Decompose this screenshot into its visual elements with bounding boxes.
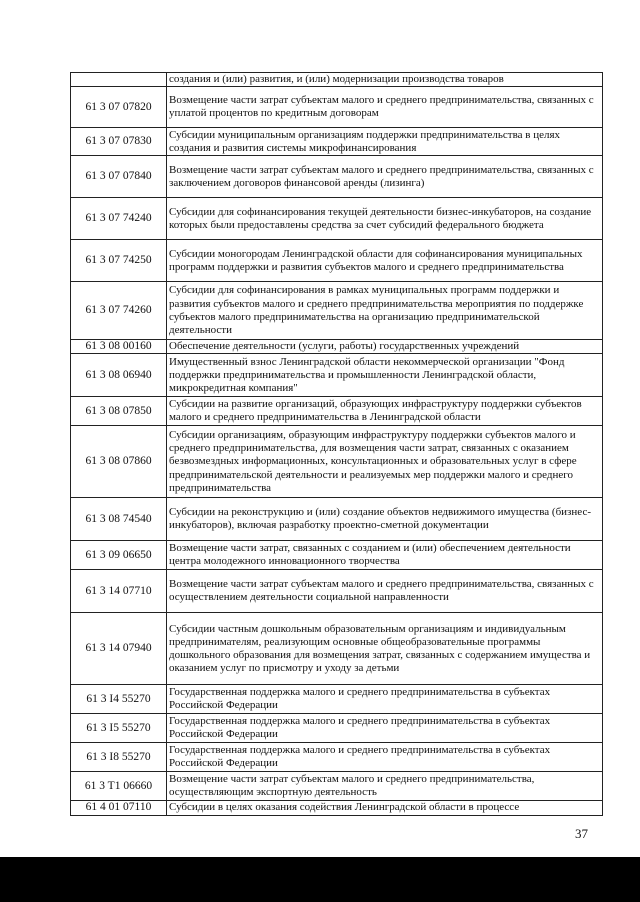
table-row (71, 128, 603, 156)
table-row (71, 198, 603, 240)
description-cell: Субсидии моногородам Ленинградской области для софинансирования муниципальных программ поддержки и развития субъектов малого и среднего предпринимательства (167, 240, 603, 282)
description-cell: Субсидии для софинансирования текущей деятельности бизнес-инкубаторов, на создание которых были предоставлены средства за счет субсидий федерального бюджета (167, 198, 603, 240)
document-page (70, 72, 602, 816)
table-row (71, 801, 603, 815)
code-cell: 61 3 07 07840 (71, 156, 167, 198)
code-cell: 61 3 I4 55270 (71, 685, 167, 714)
description-cell: Субсидии на развитие организаций, образующих инфраструктуру поддержки субъектов малого и среднего предпринимательства в Ленинградской области (167, 397, 603, 426)
description-cell: Возмещение части затрат субъектам малого и среднего предпринимательства, осуществляющим экспортную деятельность (167, 772, 603, 801)
code-cell: 61 3 07 74240 (71, 198, 167, 240)
description-cell: Субсидии в целях оказания содействия Ленинградской области в процессе (167, 801, 603, 815)
table-row (71, 613, 603, 685)
table-row (71, 498, 603, 541)
code-cell (71, 73, 167, 87)
page-number: 37 (575, 826, 588, 841)
description-cell: Субсидии организациям, образующим инфраструктуру поддержки субъектов малого и среднего предпринимательства, для возмещения части затрат, связанных с оказанием безвозмездных информационных, консультационных и образовательных услуг в сфере предпринимательской деятельности и реализуемых мер поддержки малого и среднего предпринимательства (167, 426, 603, 498)
code-cell: 61 3 08 07850 (71, 397, 167, 426)
table-row (71, 282, 603, 340)
code-cell: 61 3 08 00160 (71, 340, 167, 354)
table-row (71, 73, 603, 87)
table-row (71, 397, 603, 426)
description-cell: Государственная поддержка малого и среднего предпринимательства в субъектах Российской Федерации (167, 685, 603, 714)
budget-codes-table (70, 72, 603, 816)
description-cell: Возмещение части затрат субъектам малого и среднего предпринимательства, связанных с осуществлением деятельности социальной направленности (167, 570, 603, 613)
code-cell: 61 3 07 07830 (71, 128, 167, 156)
description-cell: Имущественный взнос Ленинградской области некоммерческой организации "Фонд поддержки предпринимательства и промышленности Ленинградской области, микрокредитная компания" (167, 354, 603, 397)
table-row (71, 685, 603, 714)
table-row (71, 772, 603, 801)
table-row (71, 541, 603, 570)
code-cell: 61 3 14 07940 (71, 613, 167, 685)
table-row (71, 354, 603, 397)
code-cell: 61 3 07 74250 (71, 240, 167, 282)
table-row (71, 570, 603, 613)
description-cell: Государственная поддержка малого и среднего предпринимательства в субъектах Российской Федерации (167, 714, 603, 743)
scan-border (0, 857, 640, 902)
code-cell: 61 3 07 07820 (71, 87, 167, 128)
table-row (71, 426, 603, 498)
description-cell: Субсидии муниципальным организациям поддержки предпринимательства в целях создания и развития системы микрофинансирования (167, 128, 603, 156)
table-row (71, 156, 603, 198)
code-cell: 61 3 08 07860 (71, 426, 167, 498)
description-cell: Возмещение части затрат субъектам малого и среднего предпринимательства, связанных с уплатой процентов по кредитным договорам (167, 87, 603, 128)
code-cell: 61 3 I5 55270 (71, 714, 167, 743)
code-cell: 61 3 08 06940 (71, 354, 167, 397)
description-cell: создания и (или) развития, и (или) модернизации производства товаров (167, 73, 603, 87)
table-row (71, 87, 603, 128)
code-cell: 61 3 08 74540 (71, 498, 167, 541)
table-row (71, 340, 603, 354)
code-cell: 61 4 01 07110 (71, 801, 167, 815)
description-cell: Субсидии на реконструкцию и (или) создание объектов недвижимого имущества (бизнес-инкубаторов), включая разработку проектно-сметной документации (167, 498, 603, 541)
code-cell: 61 3 I8 55270 (71, 743, 167, 772)
code-cell: 61 3 07 74260 (71, 282, 167, 340)
table-row (71, 714, 603, 743)
description-cell: Обеспечение деятельности (услуги, работы) государственных учреждений (167, 340, 603, 354)
table-row (71, 240, 603, 282)
description-cell: Государственная поддержка малого и среднего предпринимательства в субъектах Российской Федерации (167, 743, 603, 772)
description-cell: Возмещение части затрат, связанных с созданием и (или) обеспечением деятельности центра молодежного инновационного творчества (167, 541, 603, 570)
description-cell: Возмещение части затрат субъектам малого и среднего предпринимательства, связанных с заключением договоров финансовой аренды (лизинга) (167, 156, 603, 198)
table-row (71, 743, 603, 772)
description-cell: Субсидии для софинансирования в рамках муниципальных программ поддержки и развития субъектов малого и среднего предпринимательства мероприятия по поддержке субъектов малого предпринимательства на организацию предпринимательской деятельности (167, 282, 603, 340)
description-cell: Субсидии частным дошкольным образовательным организациям и индивидуальным предпринимателям, реализующим основные общеобразовательные программы дошкольного образования для возмещения затрат, связанных с содержанием имущества и оказанием услуг по присмотру и уходу за детьми (167, 613, 603, 685)
code-cell: 61 3 14 07710 (71, 570, 167, 613)
code-cell: 61 3 T1 06660 (71, 772, 167, 801)
code-cell: 61 3 09 06650 (71, 541, 167, 570)
